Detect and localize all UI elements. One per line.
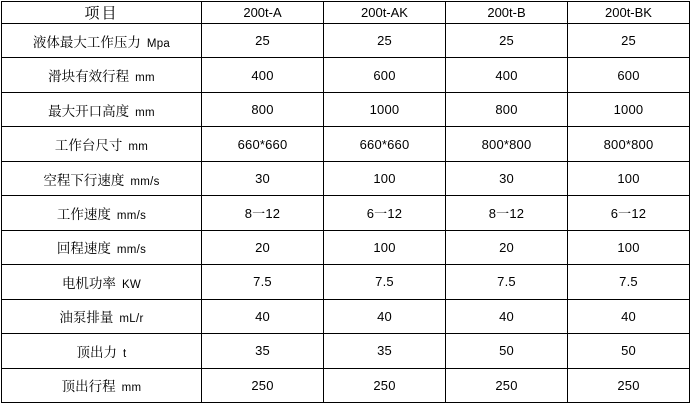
table-row bbox=[2, 265, 690, 299]
row-unit-text: mm bbox=[121, 382, 142, 395]
cell-value: 250 bbox=[568, 368, 690, 402]
cell-value: 600 bbox=[324, 58, 446, 92]
row-label-cell bbox=[2, 24, 202, 58]
row-label-text: 滑块有效行程 bbox=[48, 69, 130, 85]
cell-value: 8一12 bbox=[202, 196, 324, 230]
cell-value: 660*660 bbox=[324, 127, 446, 161]
row-label-cell bbox=[2, 58, 202, 92]
row-unit-text: mm bbox=[135, 72, 155, 85]
row-label-text: 油泵排量 bbox=[59, 310, 114, 326]
row-label-cell bbox=[2, 127, 202, 161]
cell-value: 400 bbox=[446, 58, 568, 92]
row-unit-text: mm/s bbox=[116, 209, 147, 222]
table-body bbox=[2, 24, 690, 403]
table-row bbox=[2, 230, 690, 264]
column-header-model-1: 200t-A bbox=[202, 2, 324, 24]
row-label-text: 电机功率 bbox=[61, 275, 116, 291]
cell-value: 7.5 bbox=[568, 265, 690, 299]
cell-value: 25 bbox=[324, 24, 446, 58]
table-row bbox=[2, 299, 690, 333]
column-header-model-3: 200t-B bbox=[446, 2, 568, 24]
header-row bbox=[2, 2, 690, 24]
row-label-cell bbox=[2, 368, 202, 402]
cell-value: 6一12 bbox=[568, 196, 690, 230]
cell-value: 8一12 bbox=[446, 196, 568, 230]
row-unit-text: mL/r bbox=[119, 313, 144, 326]
table-row bbox=[2, 334, 690, 368]
row-unit-text: Mpa bbox=[146, 37, 171, 50]
row-label-cell bbox=[2, 265, 202, 299]
row-label-text: 顶出力 bbox=[76, 344, 117, 360]
row-unit-text: KW bbox=[121, 278, 142, 291]
cell-value: 250 bbox=[324, 368, 446, 402]
cell-value: 7.5 bbox=[202, 265, 324, 299]
table-row bbox=[2, 368, 690, 402]
row-label-cell bbox=[2, 299, 202, 333]
row-label-text: 工作速度 bbox=[56, 206, 111, 222]
cell-value: 800 bbox=[202, 92, 324, 126]
row-unit-text: t bbox=[123, 347, 127, 360]
row-label-text: 顶出行程 bbox=[61, 379, 116, 395]
cell-value: 25 bbox=[568, 24, 690, 58]
cell-value: 600 bbox=[568, 58, 690, 92]
cell-value: 1000 bbox=[568, 92, 690, 126]
column-header-model-2: 200t-AK bbox=[324, 2, 446, 24]
cell-value: 800*800 bbox=[446, 127, 568, 161]
cell-value: 7.5 bbox=[324, 265, 446, 299]
cell-value: 100 bbox=[568, 161, 690, 195]
row-unit-text: mm/s bbox=[116, 244, 147, 257]
cell-value: 100 bbox=[568, 230, 690, 264]
cell-value: 35 bbox=[324, 334, 446, 368]
row-label-cell bbox=[2, 230, 202, 264]
row-label-text: 工作台尺寸 bbox=[54, 138, 123, 154]
cell-value: 250 bbox=[202, 368, 324, 402]
row-label-cell bbox=[2, 92, 202, 126]
cell-value: 250 bbox=[446, 368, 568, 402]
cell-value: 800*800 bbox=[568, 127, 690, 161]
cell-value: 400 bbox=[202, 58, 324, 92]
cell-value: 50 bbox=[568, 334, 690, 368]
cell-value: 20 bbox=[202, 230, 324, 264]
cell-value: 100 bbox=[324, 161, 446, 195]
row-label-cell bbox=[2, 334, 202, 368]
row-label-text: 液体最大工作压力 bbox=[32, 34, 141, 50]
cell-value: 20 bbox=[446, 230, 568, 264]
cell-value: 100 bbox=[324, 230, 446, 264]
cell-value: 7.5 bbox=[446, 265, 568, 299]
table-row bbox=[2, 24, 690, 58]
cell-value: 1000 bbox=[324, 92, 446, 126]
row-unit-text: mm/s bbox=[130, 175, 160, 188]
cell-value: 25 bbox=[446, 24, 568, 58]
table-row bbox=[2, 196, 690, 230]
row-unit-text: mm bbox=[135, 106, 155, 119]
table-row bbox=[2, 161, 690, 195]
column-header-item: 项目 bbox=[2, 2, 202, 24]
cell-value: 660*660 bbox=[202, 127, 324, 161]
cell-value: 25 bbox=[202, 24, 324, 58]
row-label-text: 空程下行速度 bbox=[43, 172, 125, 188]
table-row bbox=[2, 127, 690, 161]
column-header-model-4: 200t-BK bbox=[568, 2, 690, 24]
cell-value: 30 bbox=[202, 161, 324, 195]
row-label-text: 最大开口高度 bbox=[48, 103, 130, 119]
cell-value: 800 bbox=[446, 92, 568, 126]
cell-value: 40 bbox=[324, 299, 446, 333]
cell-value: 40 bbox=[446, 299, 568, 333]
cell-value: 50 bbox=[446, 334, 568, 368]
cell-value: 35 bbox=[202, 334, 324, 368]
row-label-text: 回程速度 bbox=[56, 241, 111, 257]
specification-table bbox=[1, 1, 690, 403]
cell-value: 6一12 bbox=[324, 196, 446, 230]
row-unit-text: mm bbox=[128, 141, 149, 154]
cell-value: 40 bbox=[202, 299, 324, 333]
row-label-cell bbox=[2, 196, 202, 230]
cell-value: 30 bbox=[446, 161, 568, 195]
table-row bbox=[2, 92, 690, 126]
row-label-cell bbox=[2, 161, 202, 195]
table-header bbox=[2, 2, 690, 24]
table-row bbox=[2, 58, 690, 92]
cell-value: 40 bbox=[568, 299, 690, 333]
